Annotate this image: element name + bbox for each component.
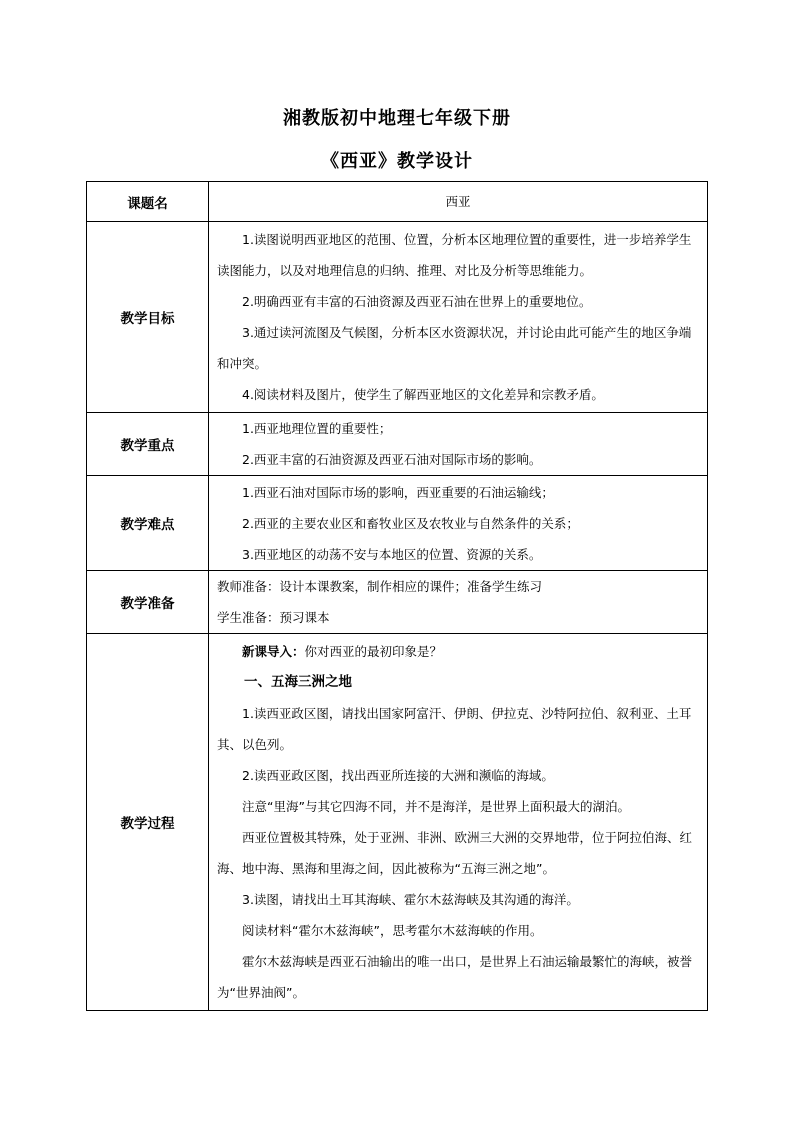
intro-text: 你对西亚的最初印象是？ [304, 644, 443, 659]
process-paragraph: 注意“里海”与其它四海不同，并不是海洋，是世界上面积最大的湖泊。 [242, 799, 630, 814]
key-point-item: 1.西亚地理位置的重要性； [242, 421, 392, 436]
table-row [87, 413, 708, 476]
row-label-key-points: 教学重点 [87, 413, 209, 476]
objectives-content [209, 222, 708, 413]
objective-item: 4.阅读材料及图片，使学生了解西亚地区的文化差异和宗教矛盾。 [242, 387, 604, 402]
row-label-objectives: 教学目标 [87, 222, 209, 413]
row-label-difficulties: 教学难点 [87, 476, 209, 571]
objective-item: 3.通过读河流图及气候图，分析本区水资源状况，并讨论由此可能产生的地区争端和冲突。 [217, 325, 692, 371]
process-paragraph: 阅读材料“霍尔木兹海峡”，思考霍尔木兹海峡的作用。 [242, 923, 543, 938]
intro-line [209, 636, 707, 667]
row-label-preparation: 教学准备 [87, 571, 209, 634]
topic-value: 西亚 [209, 182, 708, 222]
difficulty-item: 1.西亚石油对国际市场的影响，西亚重要的石油运输线； [242, 484, 554, 500]
row-label-topic: 课题名 [87, 182, 209, 222]
difficulty-item: 3.西亚地区的动荡不安与本地区的位置、资源的关系。 [242, 546, 542, 562]
process-paragraph: 西亚位置极其特殊，处于亚洲、非洲、欧洲三大洲的交界地带，位于阿拉伯海、红海、地中海、黑海和里海之间，因此被称为“五海三洲之地”。 [217, 830, 693, 876]
process-content [209, 634, 708, 1011]
lesson-plan-table [86, 181, 708, 1011]
table-row [87, 476, 708, 571]
preparation-item: 教师准备：设计本课教案，制作相应的课件；准备学生练习 [217, 579, 543, 594]
section-heading: 一、五海三洲之地 [244, 674, 352, 690]
process-paragraph: 3.读图，请找出土耳其海峡、霍尔木兹海峡及其沟通的海洋。 [242, 892, 579, 907]
document-title: 湘教版初中地理七年级下册 [283, 108, 511, 129]
table-row [87, 634, 708, 1011]
process-paragraph: 1.读西亚政区图，请找出国家阿富汗、伊朗、伊拉克、沙特阿拉伯、叙利亚、土耳其、以色列。 [217, 706, 692, 752]
intro-label: 新课导入： [242, 644, 305, 659]
preparation-item: 学生准备：预习课本 [217, 610, 330, 625]
table-row [87, 222, 708, 413]
process-paragraph: 霍尔木兹海峡是西亚石油输出的唯一出口，是世界上石油运输最繁忙的海峡，被誉为“世界油阀”。 [217, 954, 693, 1000]
preparation-content [209, 571, 708, 634]
difficulty-item: 2.西亚的主要农业区和畜牧业区及农牧业与自然条件的关系； [242, 515, 579, 531]
key-points-content [209, 413, 708, 476]
row-label-process: 教学过程 [87, 634, 209, 1011]
objective-item: 2.明确西亚有丰富的石油资源及西亚石油在世界上的重要地位。 [242, 294, 592, 309]
document-subtitle: 《西亚》教学设计 [321, 151, 473, 172]
table-row [87, 182, 708, 222]
process-paragraph: 2.读西亚政区图，找出西亚所连接的大洲和濒临的海域。 [242, 768, 554, 783]
difficulties-content [209, 476, 708, 571]
objective-item: 1.读图说明西亚地区的范围、位置，分析本区地理位置的重要性，进一步培养学生读图能力，以及对地理信息的归纳、推理、对比及分析等思维能力。 [217, 232, 692, 278]
key-point-item: 2.西亚丰富的石油资源及西亚石油对国际市场的影响。 [242, 452, 542, 467]
table-row [87, 571, 708, 634]
